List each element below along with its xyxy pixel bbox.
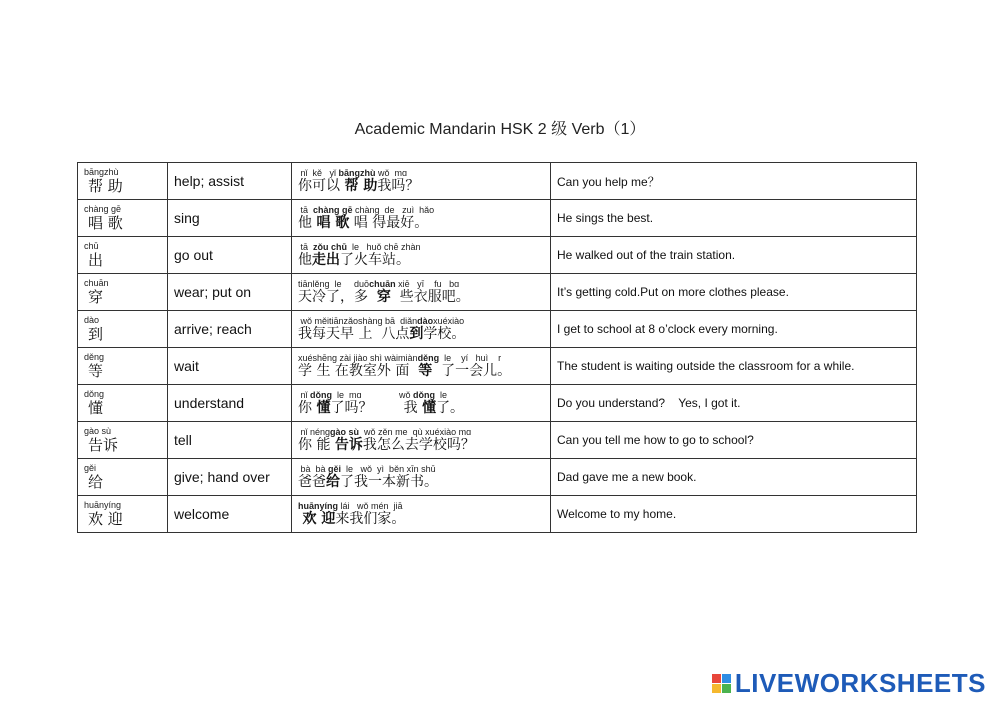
word-hanzi: 懂 [88, 399, 104, 417]
liveworksheets-logo [712, 668, 986, 699]
meaning-cell: go out [168, 237, 292, 274]
english-cell: He sings the best. [551, 200, 917, 237]
pinyin-segment: le wǒ yì běn xīn shū [341, 463, 436, 474]
pinyin-segment: le huǒ chē zhàn [347, 241, 421, 252]
word-cell [78, 163, 168, 200]
pinyin-segment: bà bà [298, 463, 329, 474]
logo-square-icon [722, 674, 731, 683]
table-row [78, 274, 917, 311]
target-word-hanzi: 懂 [316, 399, 331, 416]
word-cell [78, 496, 168, 533]
word-pinyin: gào sù [84, 426, 112, 436]
target-word-pinyin: gào sù [330, 426, 360, 437]
target-word-hanzi: 给 [326, 473, 340, 490]
word-hanzi: 到 [88, 325, 104, 343]
pinyin-segment: le [435, 389, 448, 400]
example-pinyin [298, 242, 544, 252]
example-hanzi [298, 400, 544, 417]
hanzi-segment: 我怎么去学校吗？ [362, 436, 475, 453]
example-hanzi [298, 289, 544, 306]
word-pinyin: chàng gē [84, 204, 122, 214]
target-word-pinyin: zǒu chū [313, 241, 348, 252]
hanzi-segment: 了吗？ 我 [330, 399, 423, 416]
example-pinyin [298, 168, 544, 178]
meaning-cell: sing [168, 200, 292, 237]
vocabulary-table [77, 162, 917, 533]
target-word-pinyin: dào [417, 315, 434, 326]
target-word-hanzi: 等 [418, 362, 433, 379]
pinyin-segment: tā [298, 204, 314, 215]
word-hanzi: 给 [88, 473, 104, 491]
table-row [78, 459, 917, 496]
example-pinyin [298, 205, 544, 215]
logo-text: LIVEWORKSHEETS [734, 668, 986, 698]
word-hanzi: 出 [88, 251, 104, 269]
example-cell [292, 459, 551, 496]
table-row [78, 163, 917, 200]
meaning-cell: wait [168, 348, 292, 385]
example-hanzi [298, 363, 544, 380]
example-pinyin [298, 353, 544, 363]
hanzi-segment: 我每天早 上 八点 [298, 325, 410, 342]
example-cell [292, 200, 551, 237]
word-cell [78, 200, 168, 237]
word-hanzi: 欢 迎 [88, 510, 123, 528]
hanzi-segment: 了。 [436, 399, 465, 416]
english-cell: Welcome to my home. [551, 496, 917, 533]
hanzi-segment: 些衣服吧。 [390, 288, 470, 305]
hanzi-segment: 你 能 [298, 436, 335, 453]
word-hanzi: 告诉 [88, 436, 119, 454]
hanzi-segment: 爸爸 [298, 473, 326, 490]
pinyin-segment: wǒ měitiānzǎoshàng bā diǎn [298, 315, 418, 326]
example-hanzi [298, 215, 544, 232]
hanzi-segment: 了火车站。 [340, 251, 410, 268]
word-pinyin: gěi [84, 463, 97, 473]
hanzi-segment: 学校。 [423, 325, 466, 342]
pinyin-segment: chàng de zuì hǎo [352, 204, 435, 215]
hanzi-segment: 我吗？ [377, 177, 420, 194]
target-word-hanzi: 帮 助 [344, 177, 378, 194]
word-cell [78, 311, 168, 348]
table-row [78, 237, 917, 274]
target-word-hanzi: 懂 [422, 399, 437, 416]
target-word-pinyin: bāngzhù [338, 167, 376, 178]
table-row [78, 200, 917, 237]
word-pinyin: dǒng [84, 389, 105, 399]
meaning-cell: give; hand over [168, 459, 292, 496]
word-cell [78, 422, 168, 459]
word-hanzi: 帮 助 [88, 177, 123, 195]
word-cell [78, 348, 168, 385]
table-row [78, 348, 917, 385]
word-pinyin: chuān [84, 278, 109, 288]
example-pinyin [298, 390, 544, 400]
example-hanzi [298, 474, 544, 491]
pinyin-segment: xuéxiào [433, 315, 465, 326]
word-cell [78, 274, 168, 311]
example-cell [292, 422, 551, 459]
example-cell [292, 348, 551, 385]
english-cell: It’s getting cold.Put on more clothes please. [551, 274, 917, 311]
pinyin-segment: nǐ kě yǐ [298, 167, 339, 178]
meaning-cell: welcome [168, 496, 292, 533]
word-cell [78, 459, 168, 496]
example-pinyin [298, 501, 544, 511]
meaning-cell: arrive; reach [168, 311, 292, 348]
example-hanzi [298, 178, 544, 195]
english-cell: The student is waiting outside the classroom for a while. [551, 348, 917, 385]
pinyin-segment: xuéshēng zài jiào shì wàimiàn [298, 352, 418, 363]
word-hanzi: 唱 歌 [88, 214, 123, 232]
english-cell: Dad gave me a new book. [551, 459, 917, 496]
hanzi-segment: 了一会儿。 [432, 362, 512, 379]
target-word-hanzi: 走出 [312, 251, 340, 268]
meaning-cell: tell [168, 422, 292, 459]
example-cell [292, 496, 551, 533]
example-hanzi [298, 437, 544, 454]
example-pinyin [298, 316, 544, 326]
target-word-hanzi: 告诉 [334, 436, 363, 453]
pinyin-segment: lái wǒ mén jiā [338, 500, 403, 511]
example-hanzi [298, 326, 544, 343]
example-hanzi [298, 511, 544, 528]
target-word-pinyin: dǒng [413, 389, 436, 400]
table-row [78, 422, 917, 459]
meaning-cell: help; assist [168, 163, 292, 200]
meaning-cell: understand [168, 385, 292, 422]
example-pinyin [298, 427, 544, 437]
pinyin-segment: tiānlěng le duō [298, 278, 370, 289]
pinyin-segment: nǐ néng [298, 426, 331, 437]
target-word-pinyin: chuān [369, 278, 396, 289]
word-hanzi: 穿 [88, 288, 104, 306]
hanzi-segment: 学 生 在教室外 面 [298, 362, 419, 379]
table-row [78, 385, 917, 422]
word-cell [78, 237, 168, 274]
english-cell: He walked out of the train station. [551, 237, 917, 274]
hanzi-segment: 他 [298, 214, 317, 231]
pinyin-segment: nǐ [298, 389, 311, 400]
word-pinyin: dào [84, 315, 100, 325]
hanzi-segment: 了我一本新书。 [340, 473, 438, 490]
english-cell: Can you tell me how to go to school? [551, 422, 917, 459]
table-row [78, 311, 917, 348]
target-word-hanzi: 穿 [376, 288, 391, 305]
example-cell [292, 163, 551, 200]
target-word-pinyin: huānyíng [298, 500, 338, 511]
logo-square-icon [712, 684, 721, 693]
target-word-hanzi: 欢 迎 [302, 510, 336, 527]
logo-square-icon [712, 674, 721, 683]
word-pinyin: chū [84, 241, 99, 251]
pinyin-segment: xiē yī fu bɑ [395, 278, 460, 289]
table-row [78, 496, 917, 533]
pinyin-segment: le mɑ wǒ [332, 389, 414, 400]
word-cell [78, 385, 168, 422]
word-pinyin: huānyíng [84, 500, 122, 510]
english-cell: Can you help me？ [551, 163, 917, 200]
word-pinyin: bāngzhù [84, 167, 119, 177]
example-pinyin [298, 279, 544, 289]
pinyin-segment: le yí huì r [439, 352, 502, 363]
target-word-hanzi: 唱 歌 [316, 214, 350, 231]
logo-mark-icon [712, 674, 731, 693]
target-word-pinyin: chàng gē [313, 204, 353, 215]
hanzi-segment: 唱 得最好。 [349, 214, 429, 231]
example-cell [292, 237, 551, 274]
pinyin-segment: tā [298, 241, 314, 252]
target-word-pinyin: dǒng [310, 389, 333, 400]
hanzi-segment: 你可以 [298, 177, 345, 194]
hanzi-segment: 你 [298, 399, 317, 416]
hanzi-segment: 天冷了，多 [298, 288, 377, 305]
example-cell [292, 311, 551, 348]
target-word-hanzi: 到 [409, 325, 424, 342]
example-pinyin [298, 464, 544, 474]
hanzi-segment: 他 [298, 251, 312, 268]
example-cell [292, 274, 551, 311]
target-word-pinyin: gěi [328, 463, 342, 474]
english-cell: Do you understand? Yes, I got it. [551, 385, 917, 422]
logo-square-icon [722, 684, 731, 693]
hanzi-segment: 来我们家。 [335, 510, 406, 527]
example-cell [292, 385, 551, 422]
english-cell: I get to school at 8 o’clock every morning. [551, 311, 917, 348]
word-hanzi: 等 [88, 362, 104, 380]
target-word-pinyin: děng [417, 352, 440, 363]
page-title: Academic Mandarin HSK 2 级 Verb（1） [354, 121, 646, 138]
pinyin-segment: wǒ mɑ [375, 167, 408, 178]
example-hanzi [298, 252, 544, 269]
word-pinyin: děng [84, 352, 105, 362]
pinyin-segment: wǒ zěn me qù xuéxiào mɑ [359, 426, 472, 437]
meaning-cell: wear; put on [168, 274, 292, 311]
